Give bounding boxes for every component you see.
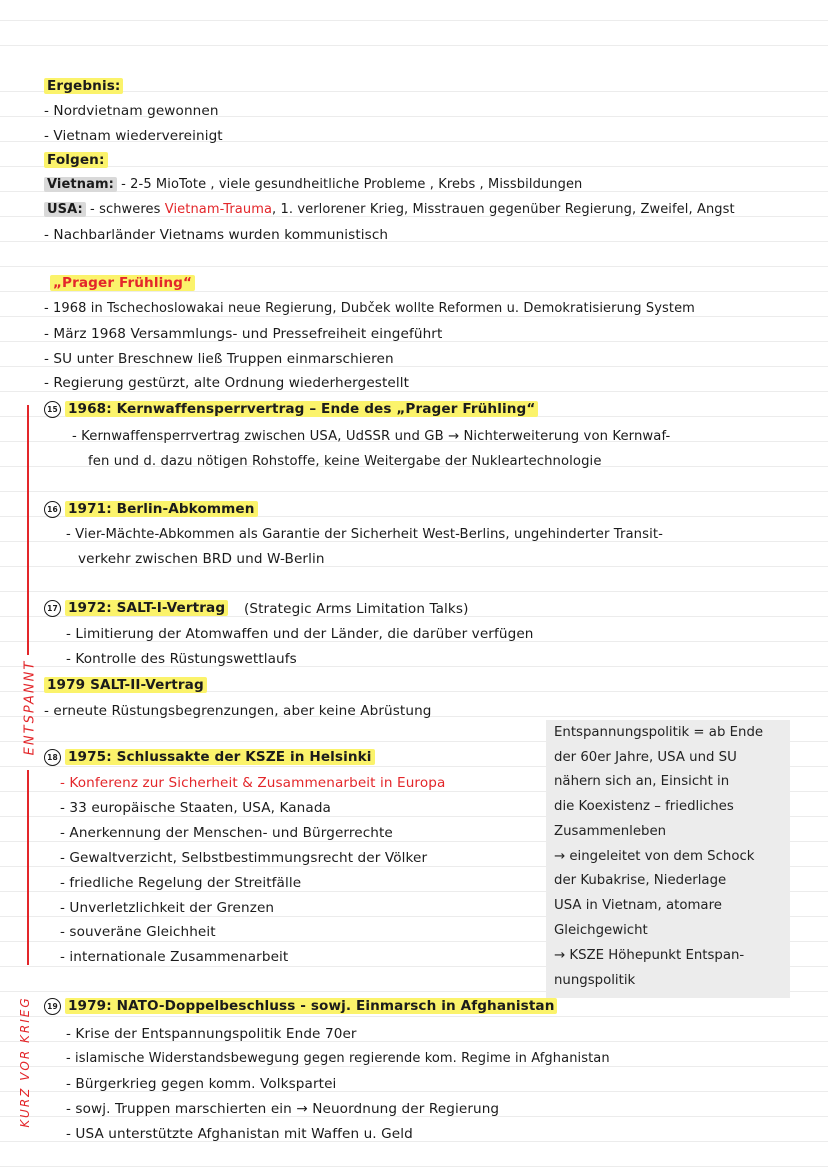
section-15-heading (44, 400, 538, 418)
vietnam-label: Vietnam: (44, 177, 117, 192)
section-17-line: - Kontrolle des Rüstungswettlaufs (66, 651, 297, 667)
section-15-line: fen und d. dazu nötigen Rohstoffe, keine Weitergabe der Nukleartechnologie (88, 454, 602, 469)
section-17-line: - Limitierung der Atomwaffen und der Länder, die darüber verfügen (66, 626, 534, 642)
section-18-title: 1975: Schlussakte der KSZE in Helsinki (65, 749, 375, 765)
vietnam-text: - 2-5 MioTote , viele gesundheitliche Probleme , Krebs , Missbildungen (116, 177, 583, 192)
note-line: Entspannungspolitik = ab Ende (554, 725, 764, 740)
folgen-vietnam (44, 176, 582, 194)
section-19-line: - sowj. Truppen marschierten ein → Neuordnung der Regierung (66, 1101, 500, 1117)
margin-label-kurz-vor-krieg: KURZ VOR KRIEG (18, 996, 32, 1128)
note-line: die Koexistenz – friedliches (554, 799, 734, 814)
section-17-subtitle: (Strategic Arms Limitation Talks) (244, 601, 469, 617)
prager-item: - 1968 in Tschechoslowakai neue Regierung, Dubček wollte Reformen u. Demokratisierung System (44, 301, 695, 316)
margin-line (27, 405, 29, 655)
usa-pre: - schweres (85, 202, 165, 217)
section-17-heading (44, 599, 228, 617)
section-18-line: - 33 europäische Staaten, USA, Kanada (60, 800, 331, 816)
note-line: nähern sich an, Einsicht in (554, 774, 730, 789)
section-19-line: - islamische Widerstandsbewegung gegen regierende kom. Regime in Afghanistan (66, 1051, 610, 1066)
note-line: Zusammenleben (554, 824, 667, 839)
salt2-line: - erneute Rüstungsbegrenzungen, aber keine Abrüstung (44, 703, 432, 719)
section-number-badge: 17 (44, 600, 61, 617)
section-18-red-line: - Konferenz zur Sicherheit & Zusammenarbeit in Europa (60, 775, 446, 791)
section-19-title: 1979: NATO-Doppelbeschluss - sowj. Einmarsch in Afghanistan (65, 998, 557, 1014)
section-16-title: 1971: Berlin-Abkommen (65, 501, 258, 517)
prager-item: - März 1968 Versammlungs- und Pressefreiheit eingeführt (44, 326, 443, 342)
prager-title: „Prager Frühling“ (50, 274, 195, 292)
vietnam-trauma: Vietnam-Trauma (164, 202, 273, 217)
section-18-line: - internationale Zusammenarbeit (60, 949, 289, 965)
section-18-line: - Unverletzlichkeit der Grenzen (60, 900, 275, 916)
folgen-nachbar: - Nachbarländer Vietnams wurden kommunistisch (44, 227, 389, 243)
ergebnis-heading: Ergebnis: (44, 77, 123, 95)
usa-label: USA: (44, 202, 86, 217)
section-16-line: - Vier-Mächte-Abkommen als Garantie der Sicherheit West-Berlins, ungehinderter Transit- (66, 527, 664, 542)
section-17-title: 1972: SALT-I-Vertrag (65, 600, 228, 616)
section-15-line: - Kernwaffensperrvertrag zwischen USA, UdSSR und GB → Nichterweiterung von Kernwaf- (72, 429, 671, 444)
prager-item: - Regierung gestürzt, alte Ordnung wiederhergestellt (44, 375, 410, 391)
section-19-line: - Bürgerkrieg gegen komm. Volkspartei (66, 1076, 337, 1092)
note-line: der 60er Jahre, USA und SU (554, 750, 737, 765)
section-19-line: - USA unterstützte Afghanistan mit Waffen u. Geld (66, 1126, 413, 1142)
ergebnis-item: - Nordvietnam gewonnen (44, 103, 219, 119)
usa-post: , 1. verlorener Krieg, Misstrauen gegenüber Regierung, Zweifel, Angst (272, 202, 735, 217)
entspannungspolitik-note (546, 720, 790, 998)
section-18-line: - Anerkennung der Menschen- und Bürgerrechte (60, 825, 393, 841)
folgen-usa (44, 201, 735, 219)
section-18-line: - friedliche Regelung der Streitfälle (60, 875, 302, 891)
margin-label-entspannt: ENTSPANNT (22, 659, 38, 756)
salt2-heading: 1979 SALT-II-Vertrag (44, 676, 207, 694)
note-line: → KSZE Höhepunkt Entspan- (554, 948, 745, 963)
section-18-line: - Gewaltverzicht, Selbstbestimmungsrecht der Völker (60, 850, 428, 866)
note-line: der Kubakrise, Niederlage (554, 873, 727, 888)
section-18-line: - souveräne Gleichheit (60, 924, 216, 940)
section-19-line: - Krise der Entspannungspolitik Ende 70er (66, 1026, 357, 1042)
section-16-line: verkehr zwischen BRD und W-Berlin (78, 551, 325, 567)
prager-item: - SU unter Breschnew ließ Truppen einmarschieren (44, 351, 394, 367)
section-number-badge: 16 (44, 501, 61, 518)
section-15-title: 1968: Kernwaffensperrvertrag – Ende des „Prager Frühling“ (65, 401, 538, 417)
margin-line (27, 770, 29, 965)
section-number-badge: 15 (44, 401, 61, 418)
note-line: → eingeleitet von dem Schock (554, 849, 755, 864)
ergebnis-item: - Vietnam wiedervereinigt (44, 128, 223, 144)
section-number-badge: 19 (44, 998, 61, 1015)
note-line: nungspolitik (554, 973, 636, 988)
section-18-heading (44, 748, 375, 766)
section-number-badge: 18 (44, 749, 61, 766)
note-line: Gleichgewicht (554, 923, 648, 938)
section-19-heading (44, 997, 557, 1015)
note-line: USA in Vietnam, atomare (554, 898, 722, 913)
folgen-heading: Folgen: (44, 151, 108, 169)
section-16-heading (44, 500, 258, 518)
